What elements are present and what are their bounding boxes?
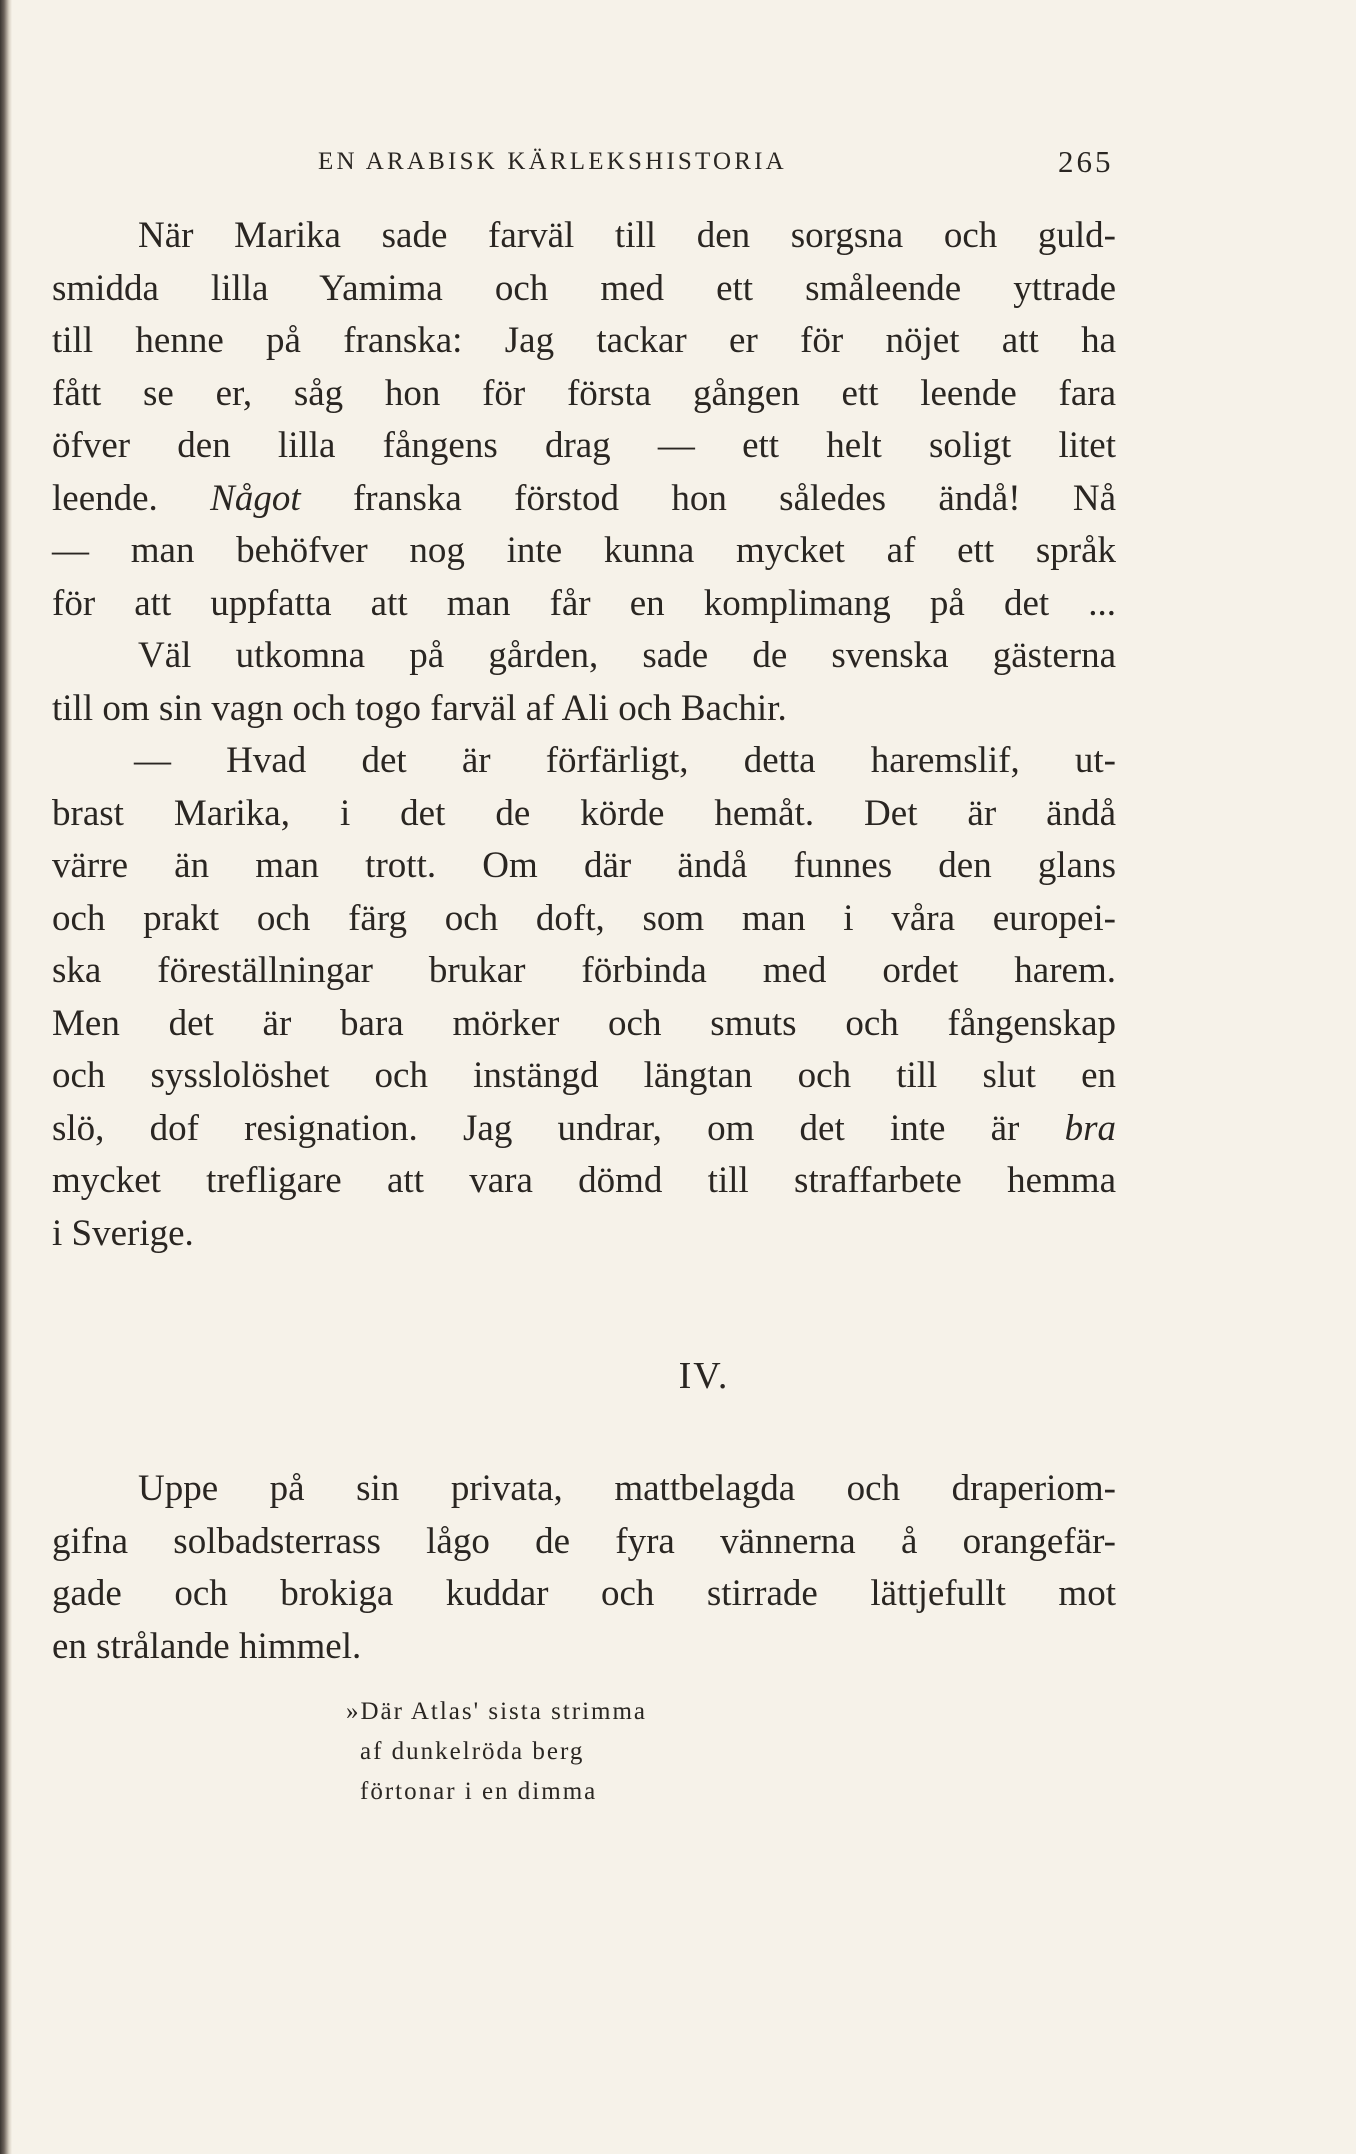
text-line: för att uppfatta att man får en komplimang på det ...: [52, 582, 1116, 624]
page-number: 265: [1058, 144, 1114, 179]
text-line: gifna solbadsterrass lågo de fyra vännerna å orangefär-: [52, 1520, 1116, 1562]
running-title: EN ARABISK KÄRLEKSHISTORIA: [318, 148, 787, 175]
text-line: till henne på franska: Jag tackar er för nöjet att ha: [52, 320, 1116, 361]
text-line: mycket trefligare att vara dömd till straffarbete hemma: [52, 1160, 1116, 1201]
text-line: När Marika sade farväl till den sorgsna och guld-: [138, 215, 1116, 256]
text-line: ska föreställningar brukar förbinda med ordet harem.: [52, 950, 1116, 991]
text-line: [52, 1103, 1116, 1156]
italic-word: bra: [1064, 1107, 1116, 1149]
text-line: Väl utkomna på gården, sade de svenska gästerna: [138, 635, 1116, 676]
text-line: en strålande himmel.: [52, 1625, 362, 1667]
verse-line: förtonar i en dimma: [360, 1778, 598, 1805]
italic-word: Något: [210, 477, 301, 519]
text-line: — man behöfver nog inte kunna mycket af ett språk: [52, 530, 1116, 571]
verse-quote: [346, 1692, 648, 1812]
text-line: Uppe på sin privata, mattbelagda och draperiom-: [138, 1468, 1116, 1509]
text-line: till om sin vagn och togo farväl af Ali och Bachir.: [52, 687, 787, 729]
text-line: och sysslolöshet och instängd längtan och till slut en: [52, 1055, 1116, 1096]
running-head: [0, 142, 1356, 182]
text-line: gade och brokiga kuddar och stirrade lättjefullt mot: [52, 1573, 1116, 1614]
chapter-body-text: [52, 1463, 1116, 1673]
text-line: i Sverige.: [52, 1212, 194, 1254]
text-line: och prakt och färg och doft, som man i våra europei-: [52, 897, 1116, 939]
text-line: värre än man trott. Om där ändå funnes den glans: [52, 845, 1116, 886]
page-edge: [0, 0, 12, 2154]
text-line: Men det är bara mörker och smuts och fångenskap: [52, 1002, 1116, 1044]
text-line: brast Marika, i det de körde hemåt. Det är ändå: [52, 792, 1116, 834]
text-fragment: slö, dof resignation. Jag undrar, om det inte är: [52, 1107, 1020, 1149]
verse-line: »Där Atlas' sista strimma: [346, 1698, 648, 1725]
chapter-heading: IV.: [678, 1355, 730, 1397]
text-line: smidda lilla Yamima och med ett småleende yttrade: [52, 267, 1116, 309]
text-fragment: leende.: [52, 477, 158, 519]
text-line: öfver den lilla fångens drag — ett helt soligt litet: [52, 425, 1116, 466]
verse-line: af dunkelröda berg: [360, 1738, 585, 1765]
text-line: fått se er, såg hon för första gången ett leende fara: [52, 372, 1116, 414]
text-fragment: franska förstod hon således ändå! Nå: [352, 477, 1116, 519]
body-text: [52, 210, 1116, 1260]
text-line: [52, 473, 1116, 526]
text-line: — Hvad det är förfärligt, detta haremslif, ut-: [134, 740, 1116, 781]
